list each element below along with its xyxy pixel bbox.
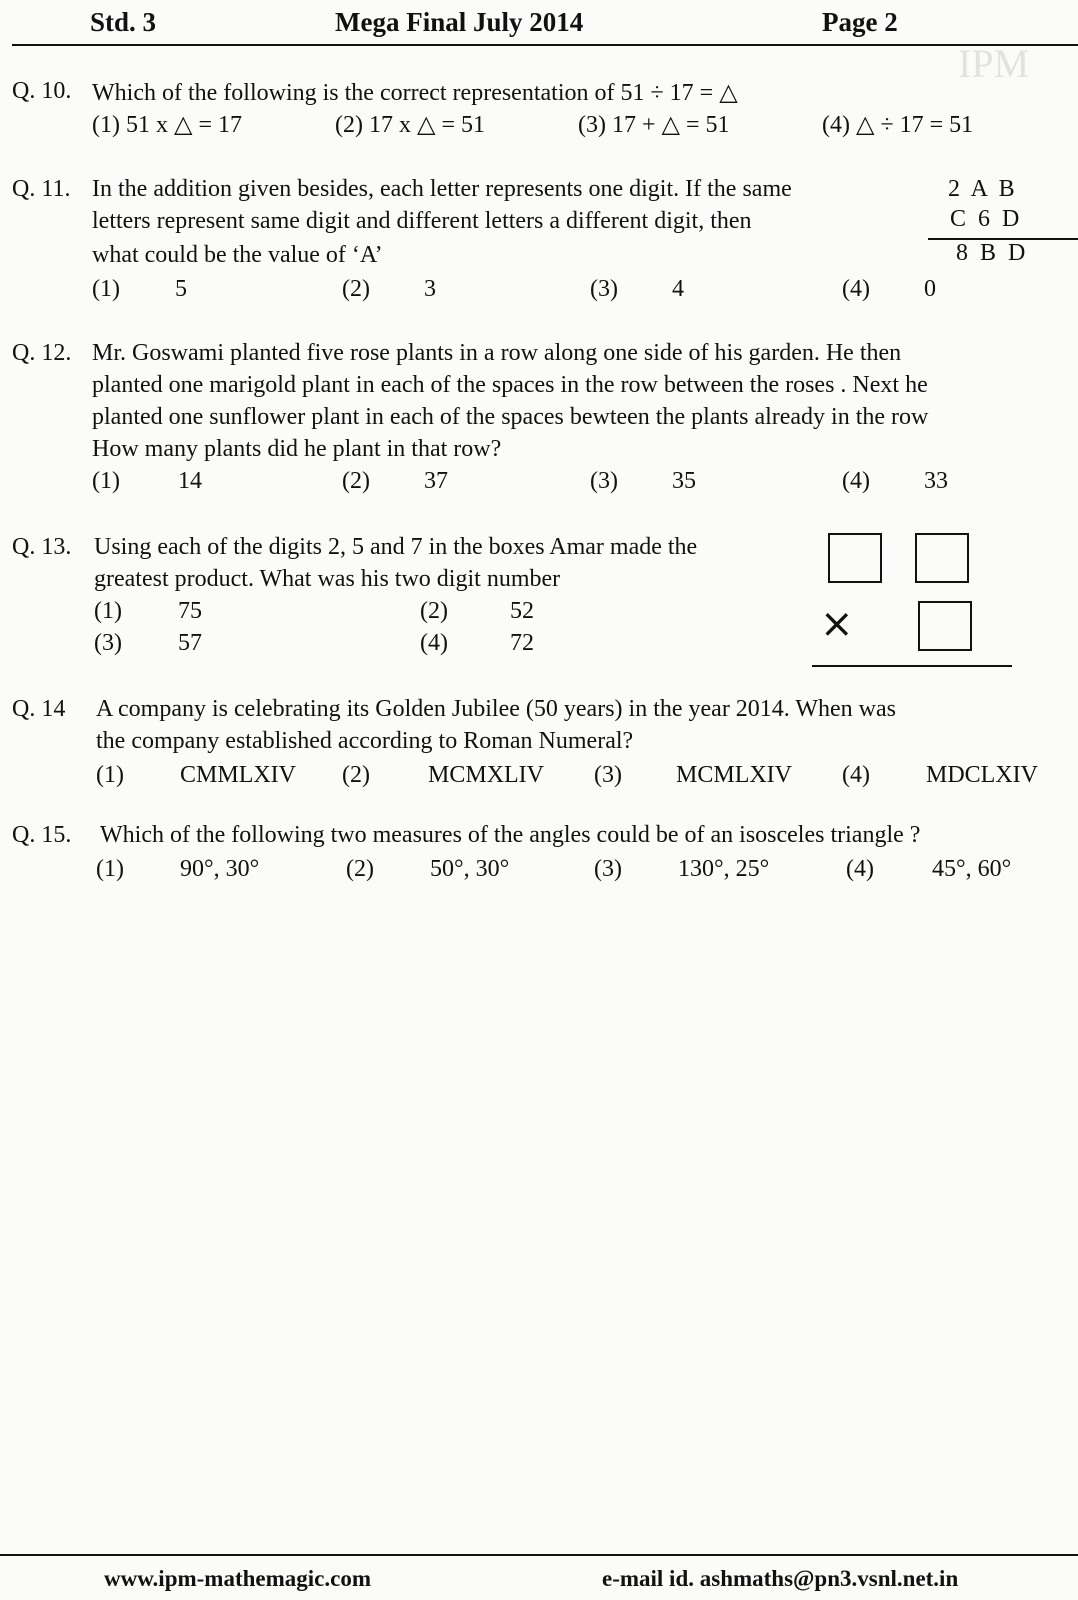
q11-option-value-1: 5 xyxy=(175,276,187,302)
bleed-logo-mark: IPM xyxy=(958,41,1030,86)
q11-option-label-1: (1) xyxy=(92,276,120,302)
q13-option-value-4: 72 xyxy=(510,630,534,656)
q12-option-label-2: (2) xyxy=(342,468,370,494)
q14-option-value-2: MCMXLIV xyxy=(428,762,545,788)
q13-digit-box-units xyxy=(915,533,969,583)
q12-option-value-3: 35 xyxy=(672,468,696,494)
q11-option-value-3: 4 xyxy=(672,276,684,302)
header-std: Std. 3 xyxy=(90,7,157,37)
q15-option-label-4: (4) xyxy=(846,856,874,882)
header-title: Mega Final July 2014 xyxy=(335,7,584,37)
q11-addition-row1: 2 A B xyxy=(948,176,1015,202)
q15-option-label-3: (3) xyxy=(594,856,622,882)
q14-line-1: A company is celebrating its Golden Jubilee (50 years) in the year 2014. When was xyxy=(96,696,897,722)
q14-option-value-3: MCMLXIV xyxy=(676,762,793,788)
q10-text: Which of the following is the correct representation of 51 ÷ 17 = △ xyxy=(92,80,738,106)
q15-option-label-1: (1) xyxy=(96,856,124,882)
footer-rule xyxy=(0,1554,1078,1556)
q14-option-label-4: (4) xyxy=(842,762,870,788)
q12-line-4: How many plants did he plant in that row? xyxy=(92,436,502,462)
q13-option-label-1: (1) xyxy=(94,598,122,624)
q10-option-2: (2) 17 x △ = 51 xyxy=(335,112,485,138)
q10-option-1: (1) 51 x △ = 17 xyxy=(92,112,242,138)
q12-option-label-4: (4) xyxy=(842,468,870,494)
q14-option-label-2: (2) xyxy=(342,762,370,788)
q10-option-3: (3) 17 + △ = 51 xyxy=(578,112,730,138)
q15-option-label-2: (2) xyxy=(346,856,374,882)
q11-option-label-4: (4) xyxy=(842,276,870,302)
q13-line-2: greatest product. What was his two digit number xyxy=(94,566,561,592)
q13-digit-box-multiplier xyxy=(918,601,972,651)
q11-option-label-2: (2) xyxy=(342,276,370,302)
q13-option-value-1: 75 xyxy=(178,598,202,624)
footer-website: www.ipm-mathemagic.com xyxy=(104,1566,372,1591)
q14-option-value-4: MDCLXIV xyxy=(926,762,1038,788)
q15-text: Which of the following two measures of the angles could be of an isosceles triangle ? xyxy=(100,822,921,848)
q14-option-label-1: (1) xyxy=(96,762,124,788)
q13-option-value-3: 57 xyxy=(178,630,202,656)
q10-option-4: (4) △ ÷ 17 = 51 xyxy=(822,112,974,138)
q12-line-3: planted one sunflower plant in each of the spaces bewteen the plants already in the row xyxy=(92,404,929,430)
q12-option-value-2: 37 xyxy=(424,468,448,494)
q11-option-value-4: 0 xyxy=(924,276,936,302)
q11-number: Q. 11. xyxy=(12,176,71,202)
q12-line-1: Mr. Goswami planted five rose plants in a row along one side of his garden. He then xyxy=(92,340,902,366)
q14-line-2: the company established according to Roman Numeral? xyxy=(96,728,634,754)
q11-addition-sum: 8 B D xyxy=(956,240,1026,266)
q11-addition-row2: C 6 D xyxy=(950,206,1020,232)
q13-option-label-4: (4) xyxy=(420,630,448,656)
q12-option-value-4: 33 xyxy=(924,468,948,494)
q12-line-2: planted one marigold plant in each of the spaces in the row between the roses . Next he xyxy=(92,372,928,398)
q11-option-value-2: 3 xyxy=(424,276,436,302)
footer-email: e-mail id. ashmaths@pn3.vsnl.net.in xyxy=(602,1566,959,1591)
q15-option-value-2: 50°, 30° xyxy=(430,856,510,882)
q13-option-label-2: (2) xyxy=(420,598,448,624)
q12-option-label-3: (3) xyxy=(590,468,618,494)
q11-line-1: In the addition given besides, each letter represents one digit. If the same xyxy=(92,176,792,202)
q15-option-value-3: 130°, 25° xyxy=(678,856,770,882)
q14-option-label-3: (3) xyxy=(594,762,622,788)
q12-option-value-1: 14 xyxy=(178,468,202,494)
q13-option-label-3: (3) xyxy=(94,630,122,656)
header-rule xyxy=(12,44,1078,46)
q14-number: Q. 14 xyxy=(12,696,66,722)
q15-option-value-4: 45°, 60° xyxy=(932,856,1012,882)
q13-line-1: Using each of the digits 2, 5 and 7 in the boxes Amar made the xyxy=(94,534,698,560)
q12-option-label-1: (1) xyxy=(92,468,120,494)
q15-option-value-1: 90°, 30° xyxy=(180,856,260,882)
q13-times-sign: × xyxy=(820,601,854,647)
q12-number: Q. 12. xyxy=(12,340,72,366)
q13-option-value-2: 52 xyxy=(510,598,534,624)
q15-number: Q. 15. xyxy=(12,822,72,848)
header-page: Page 2 xyxy=(822,7,898,37)
q13-number: Q. 13. xyxy=(12,534,72,560)
q10-number: Q. 10. xyxy=(12,78,72,104)
q13-digit-box-tens xyxy=(828,533,882,583)
q14-option-value-1: CMMLXIV xyxy=(180,762,297,788)
q13-product-rule xyxy=(812,665,1012,667)
q11-option-label-3: (3) xyxy=(590,276,618,302)
q11-line-2: letters represent same digit and different letters a different digit, then xyxy=(92,208,752,234)
q11-line-3: what could be the value of ‘A’ xyxy=(92,242,383,268)
